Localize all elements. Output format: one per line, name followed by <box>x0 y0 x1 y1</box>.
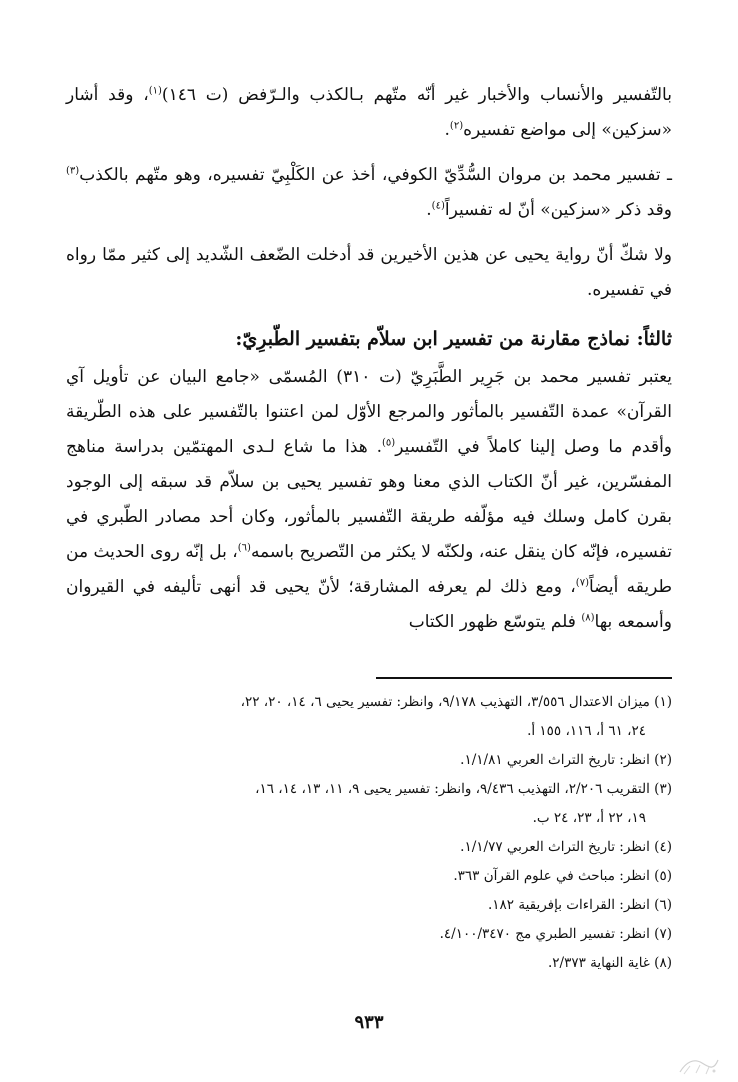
paragraph-1: بالتّفسير والأنساب والأخبار غير أنّه متّهم بـالكذب والـرّفض (ت ١٤٦)$^{(١)}$، وقد أشار «سزكين» إلى مواضع تفسيره$^{(٢)}$. <box>66 85 672 140</box>
footnote-ref-5[interactable]: (٥) <box>382 437 396 449</box>
footnote-text: انظر: تفسير الطبري مج ٤/١٠٠/٣٤٧٠. <box>439 926 650 942</box>
footnotes <box>66 688 672 978</box>
footnote-ref-8[interactable]: (٨) <box>581 612 595 624</box>
footnote-text: انظر: تاريخ التراث العربي ١/١/٨١. <box>460 752 650 768</box>
section-heading: ثالثاً: نماذج مقارنة من تفسير ابن سلاّم بتفسير الطّبرِيّ: <box>235 328 672 350</box>
paragraph-3: ولا شكّ أنّ رواية يحيى عن هذين الأخيرين قد أدخلت الضّعف الشّديد إلى كثير ممّا رواه في تفسيره. <box>66 245 672 300</box>
footnote-text: ميزان الاعتدال ٣/٥٥٦، التهذيب ٩/١٧٨، وانظر: تفسير يحيى ٦، ١٤، ٢٠، ٢٢، <box>240 694 650 710</box>
footnote-7 <box>66 920 672 949</box>
library-stamp-mark <box>676 1054 722 1076</box>
footnote-continuation: ٢٤، ٦١ أ، ١١٦، ١٥٥ أ. <box>527 723 646 739</box>
footnote-number: (٢) <box>654 752 672 768</box>
footnote-4 <box>66 833 672 862</box>
footnote-number: (٦) <box>654 897 672 913</box>
footnote-text: غاية النهاية ٢/٣٧٣. <box>547 955 650 971</box>
footnote-divider <box>376 677 672 679</box>
footnote-ref-6[interactable]: (٦) <box>237 542 251 554</box>
footnote-ref-1[interactable]: (١) <box>148 85 162 97</box>
paragraph-2: ـ تفسير محمد بن مروان السُّدِّيّ الكوفي، أخذ عن الكَلْبِيّ تفسيره، وهو متّهم بالكذب$^{(٣)}$ وقد ذكر «سزكين» أنّ له تفسيراً$^{(٤)}$. <box>66 165 672 220</box>
footnote-5 <box>66 862 672 891</box>
footnote-ref-2[interactable]: (٢) <box>449 120 464 132</box>
footnote-8 <box>66 949 672 978</box>
paragraph-main: يعتبر تفسير محمد بن جَرِير الطَّبَرِيّ (ت ٣١٠) المُسمّى «جامع البيان عن تأويل آي القرآن» عمدة التّفسير بالمأثور والمرجع الأوّل لمن اعتنوا بالتّفسير على هذه الطّريقة وأقدم ما وصل إلينا كاملاً في التّفسير$^{(٥)}$. هذا ما شاع لـدى المهتمّين بدراسة مناهج المفسّرين، غير أنّ الكتاب الذي معنا وهو تفسير يحيى بن سلاّم قد سبقه إلى الوجود بقرن كامل وسلك فيه مؤلّفه طريقة التّفسير بالمأثور، وكان أحد مصادر الطّبري في تفسيره، فإنّه كان ينقل عنه، ولكنّه لا يكثر من التّصريح باسمه$^{(٦)}$، بل إنّه روى الحديث من طريقه أيضاً$^{(٧)}$، ومع ذلك لم يعرفه المشارقة؛ لأنّ يحيى قد أنهى تأليفه في القيروان وأسمعه بها$^{(٨)}$ فلم يتوسّع ظهور الكتاب <box>66 367 672 632</box>
footnote-continuation: ١٩، ٢٢ أ، ٢٣، ٢٤ ب. <box>532 810 646 826</box>
footnote-text: التقريب ٢/٢٠٦، التهذيب ٩/٤٣٦، وانظر: تفسير يحيى ٩، ١١، ١٣، ١٤، ١٦، <box>255 781 650 797</box>
footnote-2 <box>66 746 672 775</box>
footnote-number: (١) <box>654 694 672 710</box>
footnote-6 <box>66 891 672 920</box>
page-number: ٩٣٣ <box>354 1012 384 1033</box>
footnote-number: (٤) <box>654 839 672 855</box>
footnote-text: انظر: القراءات بإفريقية ١٨٢. <box>487 897 650 913</box>
body-text <box>66 78 672 640</box>
footnote-text: انظر: تاريخ التراث العربي ١/١/٧٧. <box>460 839 650 855</box>
footnote-1 <box>66 688 672 746</box>
footnote-3 <box>66 775 672 833</box>
footnote-number: (٨) <box>654 955 672 971</box>
footnote-ref-3[interactable]: (٣) <box>66 165 80 177</box>
footnote-number: (٣) <box>654 781 672 797</box>
footnote-ref-7[interactable]: (٧) <box>575 577 589 589</box>
footnote-ref-4[interactable]: (٤) <box>431 200 445 212</box>
footnote-number: (٧) <box>654 926 672 942</box>
footnote-number: (٥) <box>654 868 672 884</box>
footnote-text: انظر: مباحث في علوم القرآن ٣٦٣. <box>453 868 650 884</box>
